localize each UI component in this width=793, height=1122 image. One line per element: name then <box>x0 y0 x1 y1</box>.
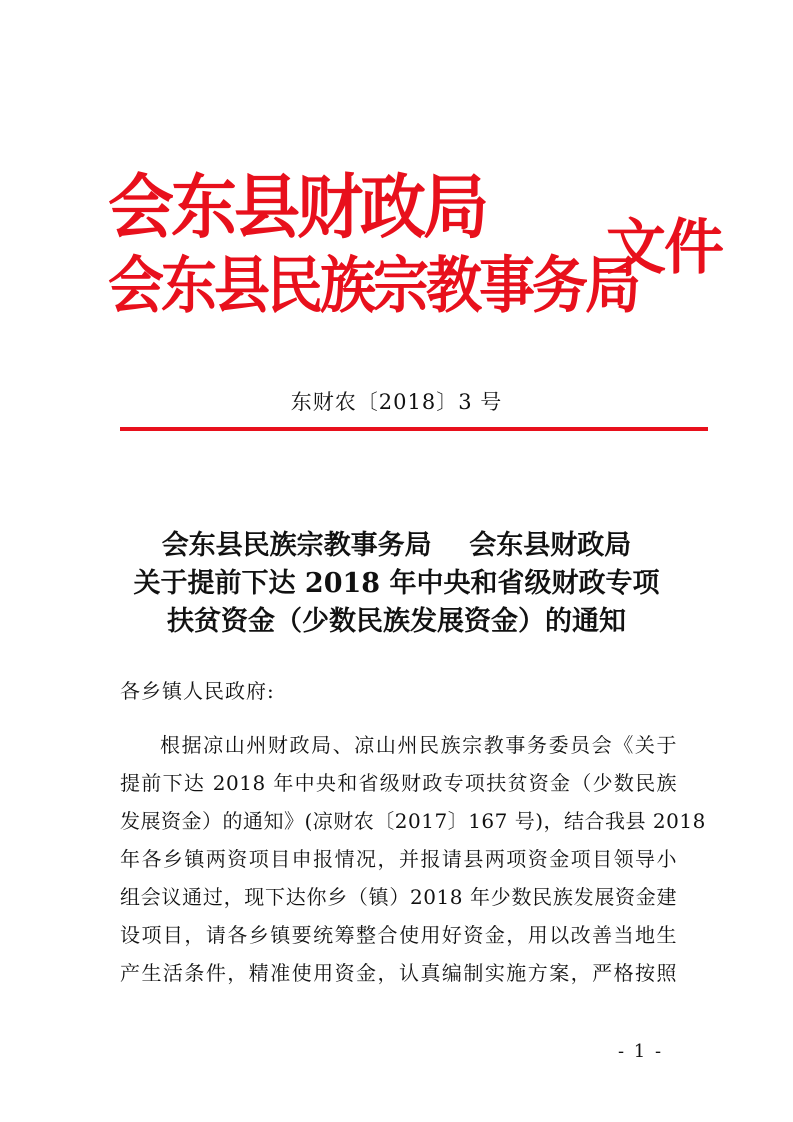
body-line: 设项目，请各乡镇要统筹整合使用好资金，用以改善当地生 <box>120 923 677 947</box>
body-line: 发展资金）的通知》(凉财农〔2017〕167 号)，结合我县 2018 <box>120 809 706 833</box>
body-line: 产生活条件，精准使用资金，认真编制实施方案，严格按照 <box>120 961 677 985</box>
salutation: 各乡镇人民政府: <box>120 679 275 703</box>
document-number: 东财农〔2018〕3 号 <box>290 390 503 414</box>
issuer-name-finance-bureau: 会东县财政局 <box>108 167 486 248</box>
page-number: - 1 - <box>618 1041 664 1062</box>
document-title-line-1: 会东县民族宗教事务局 会东县财政局 <box>161 530 632 561</box>
document-title-line-3: 扶贫资金（少数民族发展资金）的通知 <box>167 606 626 637</box>
issuer-name-ethnic-religious-affairs-bureau: 会东县民族宗教事务局 <box>108 250 638 322</box>
body-line: 提前下达 2018 年中央和省级财政专项扶贫资金（少数民族 <box>120 771 677 795</box>
document-header-suffix: 文件 <box>606 213 722 283</box>
body-line: 根据凉山州财政局、凉山州民族宗教事务委员会《关于 <box>160 733 677 757</box>
body-line: 年各乡镇两资项目申报情况，并报请县两项资金项目领导小 <box>120 847 677 871</box>
document-title-line-2: 关于提前下达 2018 年中央和省级财政专项 <box>133 568 660 599</box>
body-line: 组会议通过，现下达你乡（镇）2018 年少数民族发展资金建 <box>120 885 677 909</box>
red-divider-line <box>120 427 708 431</box>
